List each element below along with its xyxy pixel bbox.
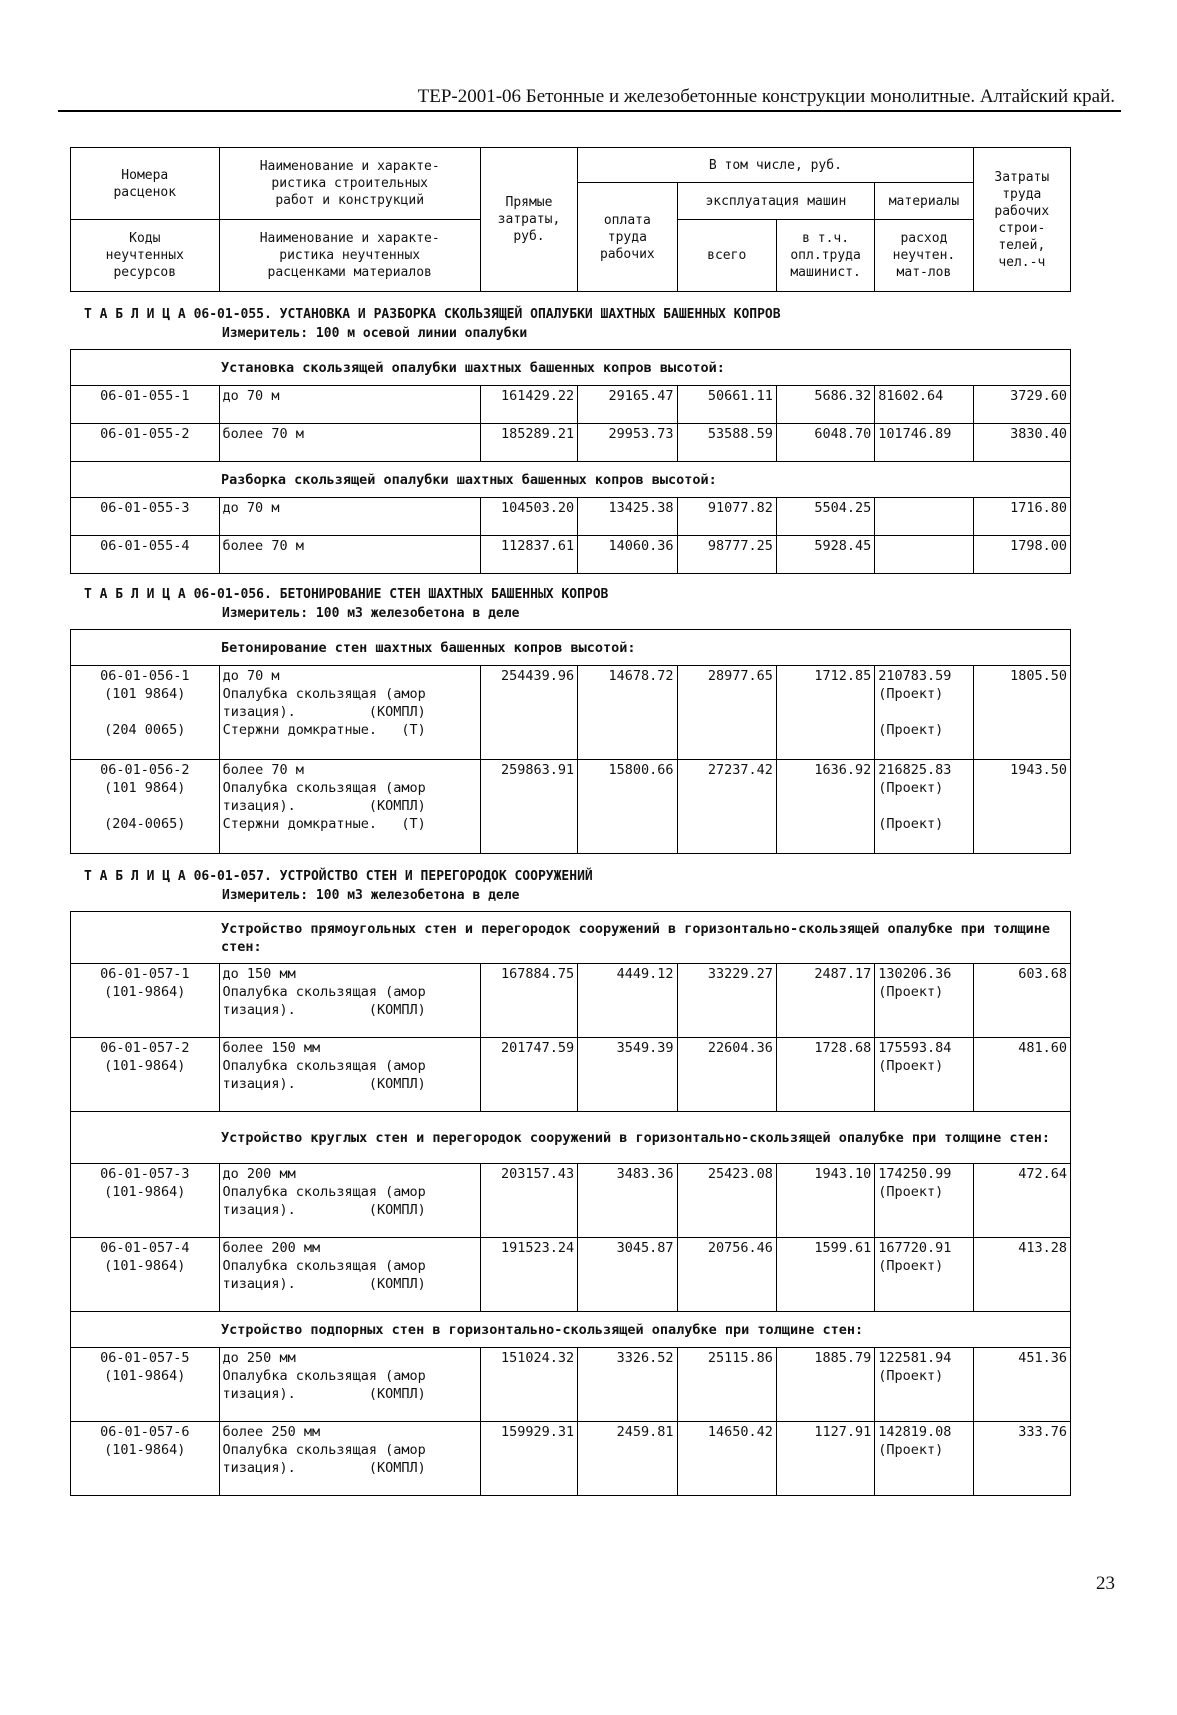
work-name-cell: более 250 мм Опалубка скользящая (амор тизация). (КОМПЛ) <box>219 1422 480 1496</box>
header-including: В том числе, руб. <box>578 148 973 183</box>
subhead-text: Бетонирование стен шахтных башенных копров высотой: <box>71 630 1071 666</box>
table-row <box>71 666 1071 760</box>
labor-hours-cell: 3729.60 <box>973 386 1070 424</box>
header-direct-costs: Прямые затраты, руб. <box>480 148 577 292</box>
labor-hours-cell: 451.36 <box>973 1348 1070 1422</box>
direct-costs-cell: 167884.75 <box>480 964 577 1038</box>
header-labor-pay: оплата труда рабочих <box>578 183 677 292</box>
header-materials: материалы <box>875 183 973 220</box>
machines-total-cell: 50661.11 <box>677 386 776 424</box>
machinist-pay-cell: 1712.85 <box>776 666 874 760</box>
machinist-pay-cell: 1636.92 <box>776 760 874 854</box>
work-name-cell: до 150 мм Опалубка скользящая (амор тизация). (КОМПЛ) <box>219 964 480 1038</box>
work-name-cell: до 250 мм Опалубка скользящая (амор тизация). (КОМПЛ) <box>219 1348 480 1422</box>
table-row <box>71 964 1071 1038</box>
materials-cell: 210783.59 (Проект) (Проект) <box>875 666 973 760</box>
rate-code-cell: 06-01-055-2 <box>71 424 220 462</box>
section-title <box>84 585 1084 623</box>
header-machines: эксплуатация машин <box>677 183 875 220</box>
machinist-pay-cell: 6048.70 <box>776 424 874 462</box>
materials-cell: 101746.89 <box>875 424 973 462</box>
labor-pay-cell: 3326.52 <box>578 1348 677 1422</box>
direct-costs-cell: 201747.59 <box>480 1038 577 1112</box>
subhead-text: Устройство подпорных стен в горизонтально-скользящей опалубке при толщине стен: <box>71 1312 1071 1348</box>
machines-total-cell: 14650.42 <box>677 1422 776 1496</box>
materials-cell: 130206.36 (Проект) <box>875 964 973 1038</box>
direct-costs-cell: 104503.20 <box>480 498 577 536</box>
work-name-cell: более 70 м Опалубка скользящая (амор тизация). (КОМПЛ) Стержни домкратные. (Т) <box>219 760 480 854</box>
work-name-cell: более 70 м <box>219 536 480 574</box>
table-heading: Т А Б Л И Ц А 06-01-056. БЕТОНИРОВАНИЕ СТЕН ШАХТНЫХ БАШЕННЫХ КОПРОВ <box>84 587 609 602</box>
labor-pay-cell: 3549.39 <box>578 1038 677 1112</box>
rate-code-cell: 06-01-057-1 (101-9864) <box>71 964 220 1038</box>
rate-code-cell: 06-01-057-4 (101-9864) <box>71 1238 220 1312</box>
direct-costs-cell: 159929.31 <box>480 1422 577 1496</box>
rate-code-cell: 06-01-055-4 <box>71 536 220 574</box>
materials-cell: 174250.99 (Проект) <box>875 1164 973 1238</box>
column-header-table <box>70 147 1071 292</box>
subhead-row <box>71 1312 1071 1348</box>
machines-total-cell: 25115.86 <box>677 1348 776 1422</box>
machines-total-cell: 25423.08 <box>677 1164 776 1238</box>
materials-cell <box>875 498 973 536</box>
rate-code-cell: 06-01-057-2 (101-9864) <box>71 1038 220 1112</box>
table-row <box>71 1038 1071 1112</box>
machinist-pay-cell: 5686.32 <box>776 386 874 424</box>
page-number: 23 <box>1096 1573 1115 1594</box>
labor-hours-cell: 333.76 <box>973 1422 1070 1496</box>
machinist-pay-cell: 1885.79 <box>776 1348 874 1422</box>
subhead-row <box>71 630 1071 666</box>
table-row <box>71 1348 1071 1422</box>
table-row <box>71 386 1071 424</box>
machinist-pay-cell: 1728.68 <box>776 1038 874 1112</box>
subhead-text: Устройство прямоугольных стен и перегородок сооружений в горизонтально-скользящей опалубке при толщине стен: <box>71 912 1071 964</box>
direct-costs-cell: 203157.43 <box>480 1164 577 1238</box>
labor-hours-cell: 1716.80 <box>973 498 1070 536</box>
header-machines-total: всего <box>677 220 776 292</box>
rates-table <box>70 349 1071 574</box>
subhead-text: Разборка скользящей опалубки шахтных башенных копров высотой: <box>71 462 1071 498</box>
table-row <box>71 1238 1071 1312</box>
header-machinist-pay: в т.ч. опл.труда машинист. <box>776 220 874 292</box>
header-rate-numbers: Номера расценок <box>71 148 220 220</box>
machines-total-cell: 98777.25 <box>677 536 776 574</box>
subhead-row <box>71 350 1071 386</box>
header-resource-codes: Коды неучтенных ресурсов <box>71 220 220 292</box>
running-head: ТЕР-2001-06 Бетонные и железобетонные конструкции монолитные. Алтайский край. <box>417 86 1115 107</box>
direct-costs-cell: 254439.96 <box>480 666 577 760</box>
work-name-cell: до 70 м Опалубка скользящая (амор тизация). (КОМПЛ) Стержни домкратные. (Т) <box>219 666 480 760</box>
rate-code-cell: 06-01-056-1 (101 9864) (204 0065) <box>71 666 220 760</box>
table-heading: Т А Б Л И Ц А 06-01-057. УСТРОЙСТВО СТЕН И ПЕРЕГОРОДОК СООРУЖЕНИЙ <box>84 869 593 884</box>
machinist-pay-cell: 2487.17 <box>776 964 874 1038</box>
materials-cell: 175593.84 (Проект) <box>875 1038 973 1112</box>
machines-total-cell: 22604.36 <box>677 1038 776 1112</box>
rate-code-cell: 06-01-056-2 (101 9864) (204-0065) <box>71 760 220 854</box>
machinist-pay-cell: 1943.10 <box>776 1164 874 1238</box>
header-labor-hours: Затраты труда рабочих строи- телей, чел.-ч <box>973 148 1070 292</box>
direct-costs-cell: 151024.32 <box>480 1348 577 1422</box>
subhead-text: Установка скользящей опалубки шахтных башенных копров высотой: <box>71 350 1071 386</box>
table-row <box>71 536 1071 574</box>
machinist-pay-cell: 5504.25 <box>776 498 874 536</box>
section-title <box>84 867 1084 905</box>
machines-total-cell: 91077.82 <box>677 498 776 536</box>
section-title <box>84 305 1084 343</box>
rate-code-cell: 06-01-055-3 <box>71 498 220 536</box>
table-row <box>71 424 1071 462</box>
table-row <box>71 1164 1071 1238</box>
materials-cell <box>875 536 973 574</box>
table-unit: Измеритель: 100 м осевой линии опалубки <box>222 326 528 341</box>
labor-hours-cell: 481.60 <box>973 1038 1070 1112</box>
labor-hours-cell: 1798.00 <box>973 536 1070 574</box>
labor-hours-cell: 603.68 <box>973 964 1070 1038</box>
machines-total-cell: 53588.59 <box>677 424 776 462</box>
table-unit: Измеритель: 100 м3 железобетона в деле <box>222 606 520 621</box>
labor-pay-cell: 3045.87 <box>578 1238 677 1312</box>
direct-costs-cell: 161429.22 <box>480 386 577 424</box>
labor-pay-cell: 2459.81 <box>578 1422 677 1496</box>
labor-pay-cell: 3483.36 <box>578 1164 677 1238</box>
labor-pay-cell: 14678.72 <box>578 666 677 760</box>
machines-total-cell: 33229.27 <box>677 964 776 1038</box>
direct-costs-cell: 259863.91 <box>480 760 577 854</box>
machinist-pay-cell: 5928.45 <box>776 536 874 574</box>
labor-pay-cell: 15800.66 <box>578 760 677 854</box>
machines-total-cell: 28977.65 <box>677 666 776 760</box>
materials-cell: 122581.94 (Проект) <box>875 1348 973 1422</box>
header-material-usage: расход неучтен. мат-лов <box>875 220 973 292</box>
materials-cell: 81602.64 <box>875 386 973 424</box>
rate-code-cell: 06-01-057-3 (101-9864) <box>71 1164 220 1238</box>
machinist-pay-cell: 1127.91 <box>776 1422 874 1496</box>
labor-pay-cell: 14060.36 <box>578 536 677 574</box>
header-work-name: Наименование и характе- ристика строительных работ и конструкций <box>219 148 480 220</box>
header-rule <box>58 110 1121 112</box>
work-name-cell: до 70 м <box>219 386 480 424</box>
subhead-row <box>71 462 1071 498</box>
materials-cell: 216825.83 (Проект) (Проект) <box>875 760 973 854</box>
labor-hours-cell: 413.28 <box>973 1238 1070 1312</box>
rate-code-cell: 06-01-057-5 (101-9864) <box>71 1348 220 1422</box>
work-name-cell: более 200 мм Опалубка скользящая (амор тизация). (КОМПЛ) <box>219 1238 480 1312</box>
rates-table <box>70 911 1071 1496</box>
table-row <box>71 498 1071 536</box>
materials-cell: 142819.08 (Проект) <box>875 1422 973 1496</box>
direct-costs-cell: 185289.21 <box>480 424 577 462</box>
work-name-cell: более 70 м <box>219 424 480 462</box>
subhead-row <box>71 1112 1071 1164</box>
machinist-pay-cell: 1599.61 <box>776 1238 874 1312</box>
direct-costs-cell: 191523.24 <box>480 1238 577 1312</box>
rate-code-cell: 06-01-057-6 (101-9864) <box>71 1422 220 1496</box>
labor-pay-cell: 29953.73 <box>578 424 677 462</box>
labor-pay-cell: 29165.47 <box>578 386 677 424</box>
work-name-cell: более 150 мм Опалубка скользящая (амор тизация). (КОМПЛ) <box>219 1038 480 1112</box>
machines-total-cell: 27237.42 <box>677 760 776 854</box>
table-row <box>71 760 1071 854</box>
work-name-cell: до 70 м <box>219 498 480 536</box>
labor-hours-cell: 3830.40 <box>973 424 1070 462</box>
labor-hours-cell: 1805.50 <box>973 666 1070 760</box>
subhead-text: Устройство круглых стен и перегородок сооружений в горизонтально-скользящей опалубке при толщине стен: <box>71 1112 1071 1164</box>
labor-hours-cell: 472.64 <box>973 1164 1070 1238</box>
table-heading: Т А Б Л И Ц А 06-01-055. УСТАНОВКА И РАЗБОРКА СКОЛЬЗЯЩЕЙ ОПАЛУБКИ ШАХТНЫХ БАШЕННЫХ КОПРОВ <box>84 307 781 322</box>
machines-total-cell: 20756.46 <box>677 1238 776 1312</box>
work-name-cell: до 200 мм Опалубка скользящая (амор тизация). (КОМПЛ) <box>219 1164 480 1238</box>
table-row <box>71 1422 1071 1496</box>
materials-cell: 167720.91 (Проект) <box>875 1238 973 1312</box>
labor-pay-cell: 13425.38 <box>578 498 677 536</box>
direct-costs-cell: 112837.61 <box>480 536 577 574</box>
rates-table <box>70 629 1071 854</box>
labor-hours-cell: 1943.50 <box>973 760 1070 854</box>
table-unit: Измеритель: 100 м3 железобетона в деле <box>222 888 520 903</box>
header-material-name: Наименование и характе- ристика неучтенных расценками материалов <box>219 220 480 292</box>
subhead-row <box>71 912 1071 964</box>
rate-code-cell: 06-01-055-1 <box>71 386 220 424</box>
labor-pay-cell: 4449.12 <box>578 964 677 1038</box>
